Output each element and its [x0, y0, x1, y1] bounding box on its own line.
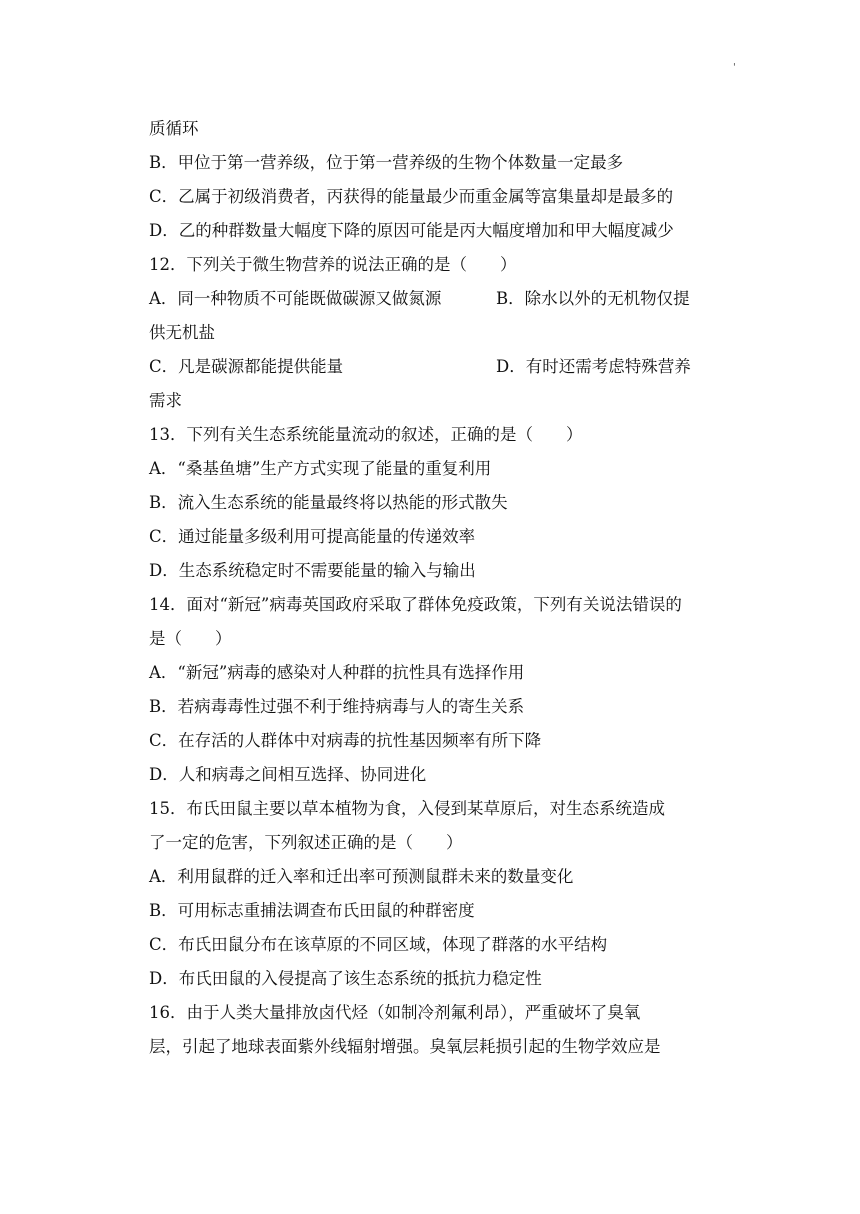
q12-option-d-cont: 需求: [149, 391, 182, 410]
q12-option-b-cont: 供无机盐: [149, 323, 215, 342]
q16-stem-line-2: 层，引起了地球表面紫外线辐射增强。臭氧层耗损引起的生物学效应是: [149, 1037, 661, 1056]
q13-option-b: B．流入生态系统的能量最终将以热能的形式散失: [149, 493, 508, 512]
question-content: [149, 112, 709, 1064]
text-line: 质循环: [149, 119, 199, 138]
q14-option-a: A．“新冠”病毒的感染对人种群的抗性具有选择作用: [149, 663, 525, 682]
q14-stem-line-1: 14．面对“新冠”病毒英国政府采取了群体免疫政策，下列有关说法错误的: [149, 595, 682, 614]
q11-option-d: D．乙的种群数量大幅度下降的原因可能是丙大幅度增加和甲大幅度减少: [149, 221, 674, 240]
q11-option-c: C．乙属于初级消费者，丙获得的能量最少而重金属等富集量却是最多的: [149, 187, 674, 206]
q13-option-c: C．通过能量多级利用可提高能量的传递效率: [149, 527, 476, 546]
q14-option-b: B．若病毒毒性过强不利于维持病毒与人的寄生关系: [149, 697, 525, 716]
q12-option-a: A．同一种物质不可能既做碳源又做氮源: [149, 289, 442, 308]
q14-stem-line-2: 是（ ）: [149, 629, 232, 648]
q16-stem-line-1: 16．由于人类大量排放卤代烃（如制冷剂氟利昂），严重破坏了臭氧: [149, 1003, 641, 1022]
q13-option-a: A．“桑基鱼塘”生产方式实现了能量的重复利用: [149, 459, 492, 478]
q12-option-c: C．凡是碳源都能提供能量: [149, 357, 344, 376]
q12-option-row-cd: [149, 350, 709, 384]
q15-option-d: D．布氏田鼠的入侵提高了该生态系统的抵抗力稳定性: [149, 969, 542, 988]
q12-option-b: B．除水以外的无机物仅提: [496, 289, 690, 308]
q12-stem: 12．下列关于微生物营养的说法正确的是（ ）: [149, 255, 517, 274]
q11-option-b: B．甲位于第一营养级，位于第一营养级的生物个体数量一定最多: [149, 153, 624, 172]
q12-option-row-ab: [149, 282, 709, 316]
corner-mark: ': [733, 62, 736, 73]
q15-option-b: B．可用标志重捕法调查布氏田鼠的种群密度: [149, 901, 475, 920]
q13-option-d: D．生态系统稳定时不需要能量的输入与输出: [149, 561, 476, 580]
q15-option-c: C．布氏田鼠分布在该草原的不同区域，体现了群落的水平结构: [149, 935, 608, 954]
q14-option-c: C．在存活的人群体中对病毒的抗性基因频率有所下降: [149, 731, 542, 750]
q13-stem: 13．下列有关生态系统能量流动的叙述，正确的是（ ）: [149, 425, 583, 444]
q15-stem-line-2: 了一定的危害，下列叙述正确的是（ ）: [149, 833, 463, 852]
q15-option-a: A．利用鼠群的迁入率和迁出率可预测鼠群未来的数量变化: [149, 867, 574, 886]
q12-option-d: D．有时还需考虑特殊营养: [496, 357, 691, 376]
q15-stem-line-1: 15．布氏田鼠主要以草本植物为食，入侵到某草原后，对生态系统造成: [149, 799, 665, 818]
q14-option-d: D．人和病毒之间相互选择、协同进化: [149, 765, 427, 784]
